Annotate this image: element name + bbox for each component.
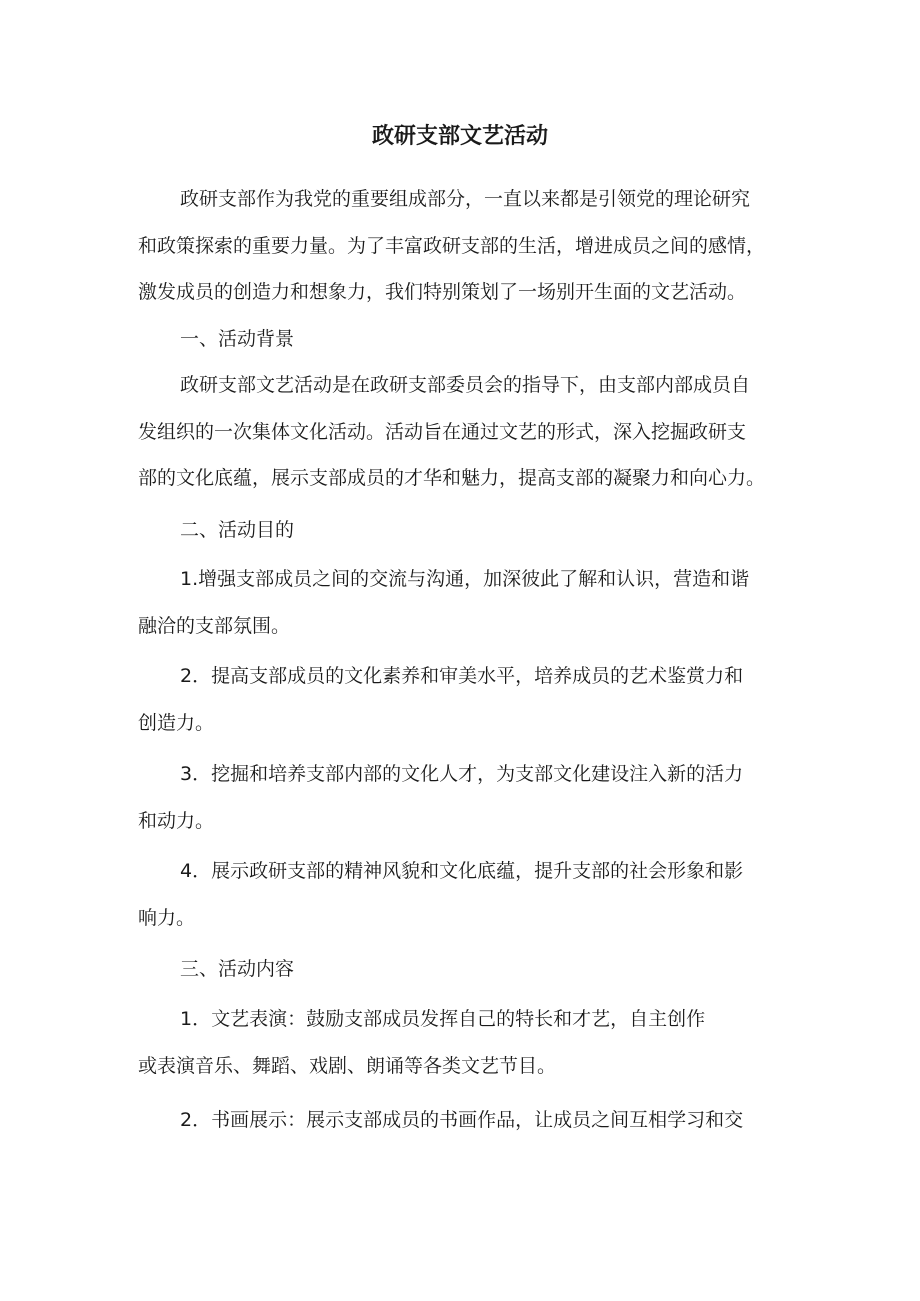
paragraph-line: 政研支部作为我党的重要组成部分，一直以来都是引领党的理论研究	[180, 188, 751, 210]
content-item-1	[138, 996, 788, 1089]
paragraph-line: 1.增强支部成员之间的交流与沟通，加深彼此了解和认识，营造和谐	[180, 568, 750, 590]
document-title: 政研支部文艺活动	[371, 124, 548, 149]
paragraph-line: 响力。	[138, 906, 196, 929]
paragraph-line: 政研支部文艺活动是在政研支部委员会的指导下，由支部内部成员自	[180, 374, 751, 396]
paragraph-line: 3．挖掘和培养支部内部的文化人才，为支部文化建设注入新的活力	[180, 763, 744, 785]
paragraph-line: 创造力。	[138, 711, 215, 734]
paragraph-line: 融洽的支部氛围。	[138, 614, 291, 637]
background-paragraph	[138, 362, 788, 502]
intro-paragraph	[138, 176, 788, 316]
paragraph-line: 2．提高支部成员的文化素养和审美水平，培养成员的艺术鉴赏力和	[180, 665, 744, 687]
purpose-item-4	[138, 848, 788, 941]
section-heading-content: 三、活动内容	[180, 958, 295, 980]
section-heading-background: 一、活动背景	[180, 328, 295, 350]
purpose-item-3	[138, 751, 788, 844]
paragraph-line: 4．展示政研支部的精神风貌和文化底蕴，提升支部的社会形象和影	[180, 860, 744, 882]
paragraph-line: 和动力。	[138, 809, 215, 832]
paragraph-line: 部的文化底蕴，展示支部成员的才华和魅力，提高支部的凝聚力和向心力。	[138, 467, 766, 489]
paragraph-line: 或表演音乐、舞蹈、戏剧、朗诵等各类文艺节目。	[138, 1054, 557, 1077]
paragraph-line: 2．书画展示：展示支部成员的书画作品，让成员之间互相学习和交	[180, 1109, 744, 1131]
paragraph-line: 发组织的一次集体文化活动。活动旨在通过文艺的形式，深入挖掘政研支	[138, 420, 747, 443]
purpose-item-2	[138, 653, 788, 746]
paragraph-line: 和政策探索的重要力量。为了丰富政研支部的生活，增进成员之间的感情，	[138, 234, 766, 257]
section-heading-purpose: 二、活动目的	[180, 519, 295, 541]
content-item-2	[138, 1097, 788, 1144]
purpose-item-1	[138, 556, 788, 649]
paragraph-line: 激发成员的创造力和想象力，我们特别策划了一场别开生面的文艺活动。	[138, 281, 747, 303]
paragraph-line: 1．文艺表演：鼓励支部成员发挥自己的特长和才艺，自主创作	[180, 1008, 706, 1030]
